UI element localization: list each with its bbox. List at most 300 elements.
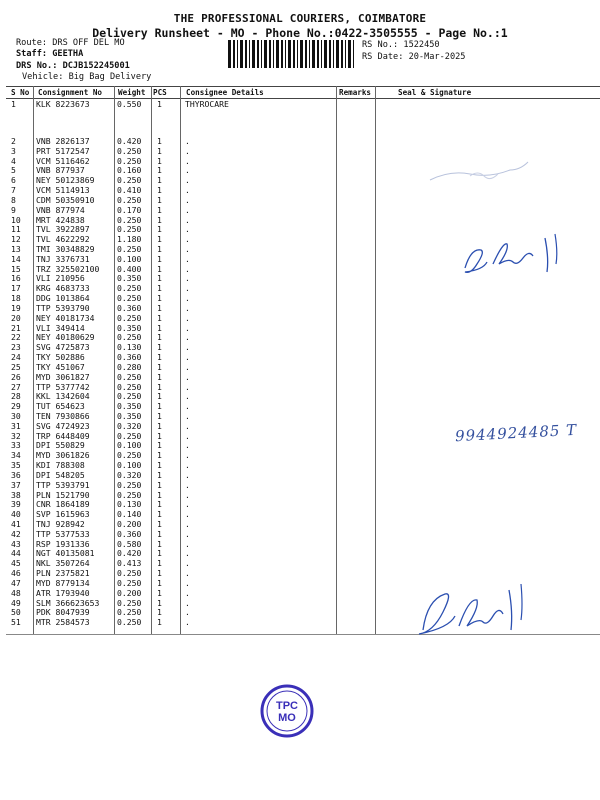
row-consignee: . <box>185 155 190 166</box>
row-consignment: TNJ 3376731 <box>36 253 90 264</box>
row-consignee: . <box>185 263 190 274</box>
row-weight: 0.410 <box>117 185 142 196</box>
vehicle-label: Vehicle: Big Bag Delivery <box>22 72 152 82</box>
row-sno: 31 <box>11 420 21 431</box>
row-consignment: MYD 8779134 <box>36 577 90 588</box>
row-consignee: . <box>185 244 190 255</box>
row-weight: 0.280 <box>117 361 142 372</box>
row-consignment: TNJ 928942 <box>36 518 85 529</box>
row-consignee: . <box>185 440 190 451</box>
row-pcs: 1 <box>157 469 162 480</box>
row-consignee: . <box>185 371 190 382</box>
table-row <box>0 343 600 353</box>
row-pcs: 1 <box>157 145 162 156</box>
row-pcs: 1 <box>157 607 162 618</box>
row-consignment: MYD 3061827 <box>36 371 90 382</box>
row-consignee: . <box>185 597 190 608</box>
table-top-rule <box>6 86 600 87</box>
row-weight: 0.580 <box>117 538 142 549</box>
table-row <box>0 412 600 422</box>
table-row <box>0 353 600 363</box>
table-row <box>0 461 600 471</box>
row-weight: 0.250 <box>117 244 142 255</box>
table-row <box>0 373 600 383</box>
barcode-bar <box>353 40 354 68</box>
barcode-bar <box>261 40 262 68</box>
faint-scribble-icon <box>410 150 550 210</box>
barcode-bar <box>276 40 279 68</box>
table-row <box>0 333 600 343</box>
table-row <box>0 216 600 226</box>
row-weight: 0.400 <box>117 263 142 274</box>
row-sno: 15 <box>11 263 21 274</box>
row-weight: 0.360 <box>117 302 142 313</box>
row-weight: 0.360 <box>117 352 142 363</box>
row-consignment: KKL 1342604 <box>36 391 90 402</box>
row-consignment: MTR 2584573 <box>36 617 90 628</box>
row-weight: 0.200 <box>117 518 142 529</box>
row-sno: 10 <box>11 214 21 225</box>
row-weight: 0.100 <box>117 440 142 451</box>
row-pcs: 1 <box>157 410 162 421</box>
row-pcs: 1 <box>157 430 162 441</box>
row-consignee: . <box>185 302 190 313</box>
row-sno: 28 <box>11 391 21 402</box>
row-pcs: 1 <box>157 597 162 608</box>
row-weight: 0.320 <box>117 420 142 431</box>
row-consignee: THYROCARE <box>185 99 229 109</box>
row-consignment: DPI 548205 <box>36 469 85 480</box>
row-sno: 30 <box>11 410 21 421</box>
col-header-remarks: Remarks <box>339 88 372 97</box>
row-sno: 23 <box>11 342 21 353</box>
row-weight: 0.350 <box>117 322 142 333</box>
row-consignment: NEY 50123869 <box>36 175 95 186</box>
barcode-bar <box>345 40 346 68</box>
barcode-bar <box>321 40 322 68</box>
row-consignment: TEN 7930866 <box>36 410 90 421</box>
row-consignee: . <box>185 460 190 471</box>
row-sno: 21 <box>11 322 21 333</box>
table-header-rule <box>6 98 600 99</box>
row-sno: 16 <box>11 273 21 284</box>
row-consignee: . <box>185 185 190 196</box>
row-weight: 0.413 <box>117 558 142 569</box>
col-header-pcs: PCS <box>153 88 167 97</box>
row-consignee: . <box>185 430 190 441</box>
row-consignment: MYD 3061826 <box>36 450 90 461</box>
row-sno: 40 <box>11 509 21 520</box>
barcode-bar <box>273 40 274 68</box>
row-consignment: TRZ 325502100 <box>36 263 100 274</box>
row-consignee: . <box>185 558 190 569</box>
row-consignment: TTP 5393791 <box>36 479 90 490</box>
row-sno: 8 <box>11 194 16 205</box>
row-weight: 0.250 <box>117 430 142 441</box>
row-pcs: 1 <box>157 352 162 363</box>
row-sno: 12 <box>11 234 21 245</box>
table-row <box>0 481 600 491</box>
row-consignee: . <box>185 509 190 520</box>
row-pcs: 1 <box>157 401 162 412</box>
row-weight: 0.250 <box>117 489 142 500</box>
row-consignee: . <box>185 165 190 176</box>
col-header-consignee: Consignee Details <box>186 88 264 97</box>
row-weight: 0.250 <box>117 577 142 588</box>
row-sno: 32 <box>11 430 21 441</box>
row-consignment: TUT 654623 <box>36 401 85 412</box>
table-row <box>0 314 600 324</box>
row-weight: 0.200 <box>117 587 142 598</box>
row-sno: 13 <box>11 244 21 255</box>
route-label: Route: DRS OFF DEL MO <box>16 38 125 48</box>
row-pcs: 1 <box>157 283 162 294</box>
row-sno: 19 <box>11 302 21 313</box>
row-pcs: 1 <box>157 185 162 196</box>
table-row <box>0 402 600 412</box>
row-pcs: 1 <box>157 371 162 382</box>
row-sno: 47 <box>11 577 21 588</box>
row-consignee: . <box>185 548 190 559</box>
row-pcs: 1 <box>157 361 162 372</box>
row-weight: 0.250 <box>117 145 142 156</box>
row-weight: 0.250 <box>117 371 142 382</box>
row-weight: 0.250 <box>117 293 142 304</box>
row-consignment: MRT 424838 <box>36 214 85 225</box>
row-pcs: 1 <box>157 440 162 451</box>
row-pcs: 1 <box>157 479 162 490</box>
row-consignee: . <box>185 332 190 343</box>
row-pcs: 1 <box>157 528 162 539</box>
col-header-seal: Seal & Signature <box>398 88 472 97</box>
row-consignment: TKY 502886 <box>36 352 85 363</box>
row-consignment: CNR 1864189 <box>36 499 90 510</box>
table-row <box>0 510 600 520</box>
row-consignee: . <box>185 361 190 372</box>
row-consignment: TTP 5393790 <box>36 302 90 313</box>
table-row <box>0 392 600 402</box>
signature-icon <box>405 570 555 650</box>
row-pcs: 1 <box>157 322 162 333</box>
row-consignment: VLI 210956 <box>36 273 85 284</box>
row-pcs: 1 <box>157 499 162 510</box>
row-consignee: . <box>185 528 190 539</box>
row-consignee: . <box>185 283 190 294</box>
row-consignment: TVL 4622292 <box>36 234 90 245</box>
row-consignee: . <box>185 145 190 156</box>
table-row <box>0 451 600 461</box>
barcode-bar <box>237 40 238 68</box>
row-consignee: . <box>185 518 190 529</box>
row-sno: 51 <box>11 617 21 628</box>
row-consignee: . <box>185 450 190 461</box>
col-header-consignment: Consignment No <box>38 88 103 97</box>
row-pcs: 1 <box>157 204 162 215</box>
row-pcs: 1 <box>157 136 162 146</box>
table-row <box>0 549 600 559</box>
row-consignment: NEY 40181734 <box>36 312 95 323</box>
row-sno: 7 <box>11 185 16 196</box>
barcode-bar <box>264 40 267 68</box>
table-row <box>0 383 600 393</box>
barcode-bar <box>305 40 307 68</box>
barcode-bar <box>269 40 271 68</box>
stamp-line-mo: MO <box>278 712 296 724</box>
row-consignment: TTP 5377533 <box>36 528 90 539</box>
row-weight: 0.100 <box>117 460 142 471</box>
row-sno: 33 <box>11 440 21 451</box>
row-consignment: RSP 1931336 <box>36 538 90 549</box>
row-sno: 1 <box>11 99 16 109</box>
row-weight: 0.250 <box>117 568 142 579</box>
stamp-line-tpc: TPC <box>276 700 298 712</box>
row-pcs: 1 <box>157 263 162 274</box>
row-weight: 0.250 <box>117 381 142 392</box>
runsheet-header-title: Delivery Runsheet - MO - Phone No.:0422-3505555 - Page No.:1 <box>92 26 508 40</box>
row-weight: 0.350 <box>117 273 142 284</box>
row-sno: 38 <box>11 489 21 500</box>
row-consignment: PDK 8047939 <box>36 607 90 618</box>
rs-number-label: RS No.: 1522450 <box>362 40 440 50</box>
row-consignment: KLK 8223673 <box>36 99 90 109</box>
row-sno: 43 <box>11 538 21 549</box>
row-pcs: 1 <box>157 302 162 313</box>
row-consignee: . <box>185 410 190 421</box>
row-consignee: . <box>185 499 190 510</box>
row-consignment: CDM 50350910 <box>36 194 95 205</box>
row-consignee: . <box>185 234 190 245</box>
row-consignee: . <box>185 293 190 304</box>
row-consignee: . <box>185 381 190 392</box>
row-pcs: 1 <box>157 450 162 461</box>
rs-date-label: RS Date: 20-Mar-2025 <box>362 52 466 62</box>
row-consignment: DPI 550829 <box>36 440 85 451</box>
row-sno: 5 <box>11 165 16 176</box>
barcode-bar <box>329 40 331 68</box>
row-sno: 9 <box>11 204 16 215</box>
row-consignee: . <box>185 175 190 186</box>
row-weight: 0.250 <box>117 617 142 628</box>
row-consignment: NEY 40180629 <box>36 332 95 343</box>
row-sno: 2 <box>11 136 16 146</box>
row-weight: 0.250 <box>117 332 142 343</box>
row-consignee: . <box>185 214 190 225</box>
row-sno: 25 <box>11 361 21 372</box>
row-consignment: VNB 877937 <box>36 165 85 176</box>
table-row <box>0 530 600 540</box>
row-pcs: 1 <box>157 381 162 392</box>
signature-icon <box>455 228 575 288</box>
row-pcs: 1 <box>157 420 162 431</box>
table-row <box>0 441 600 451</box>
row-sno: 45 <box>11 558 21 569</box>
row-sno: 3 <box>11 145 16 156</box>
row-pcs: 1 <box>157 253 162 264</box>
table-row <box>0 491 600 501</box>
row-sno: 6 <box>11 175 16 186</box>
row-weight: 0.360 <box>117 528 142 539</box>
row-consignment: PLN 2375821 <box>36 568 90 579</box>
row-consignee: . <box>185 224 190 235</box>
row-consignee: . <box>185 253 190 264</box>
row-pcs: 1 <box>157 548 162 559</box>
row-sno: 17 <box>11 283 21 294</box>
row-pcs: 1 <box>157 558 162 569</box>
row-pcs: 1 <box>157 293 162 304</box>
row-weight: 0.250 <box>117 175 142 186</box>
row-sno: 46 <box>11 568 21 579</box>
row-consignment: PRT 5172547 <box>36 145 90 156</box>
barcode-bar <box>300 40 303 68</box>
row-consignee: . <box>185 617 190 628</box>
row-pcs: 1 <box>157 155 162 166</box>
row-sno: 11 <box>11 224 21 235</box>
col-header-sno: S No <box>11 88 30 97</box>
row-weight: 0.550 <box>117 99 142 109</box>
row-pcs: 1 <box>157 538 162 549</box>
row-consignment: PLN 1521790 <box>36 489 90 500</box>
row-sno: 24 <box>11 352 21 363</box>
row-consignee: . <box>185 538 190 549</box>
row-pcs: 1 <box>157 175 162 186</box>
row-pcs: 1 <box>157 617 162 628</box>
row-weight: 0.250 <box>117 597 142 608</box>
row-consignee: . <box>185 273 190 284</box>
row-weight: 0.100 <box>117 253 142 264</box>
row-consignee: . <box>185 568 190 579</box>
row-sno: 27 <box>11 381 21 392</box>
runsheet-header-company: THE PROFESSIONAL COURIERS, COIMBATORE <box>173 12 427 25</box>
row-consignee: . <box>185 352 190 363</box>
row-pcs: 1 <box>157 332 162 343</box>
row-consignee: . <box>185 469 190 480</box>
row-pcs: 1 <box>157 391 162 402</box>
row-sno: 42 <box>11 528 21 539</box>
row-consignment: VNB 2826137 <box>36 136 90 146</box>
row-consignee: . <box>185 204 190 215</box>
row-consignment: KRG 4683733 <box>36 283 90 294</box>
row-consignment: NKL 3507264 <box>36 558 90 569</box>
row-consignment: ATR 1793940 <box>36 587 90 598</box>
barcode-bar <box>297 40 298 68</box>
row-pcs: 1 <box>157 273 162 284</box>
row-sno: 18 <box>11 293 21 304</box>
row-consignee: . <box>185 322 190 333</box>
table-row <box>0 471 600 481</box>
barcode-bar <box>252 40 255 68</box>
row-sno: 49 <box>11 597 21 608</box>
row-weight: 0.250 <box>117 155 142 166</box>
row-weight: 0.420 <box>117 548 142 559</box>
row-pcs: 1 <box>157 518 162 529</box>
row-consignment: NGT 40135081 <box>36 548 95 559</box>
row-pcs: 1 <box>157 194 162 205</box>
row-consignee: . <box>185 136 190 146</box>
row-consignment: TVL 3922897 <box>36 224 90 235</box>
row-consignment: SVG 4724923 <box>36 420 90 431</box>
row-sno: 50 <box>11 607 21 618</box>
row-weight: 0.250 <box>117 283 142 294</box>
barcode-bar <box>233 40 235 68</box>
row-pcs: 1 <box>157 234 162 245</box>
row-sno: 36 <box>11 469 21 480</box>
row-sno: 20 <box>11 312 21 323</box>
barcode-bar <box>285 40 286 68</box>
barcode-bar <box>228 40 231 68</box>
row-weight: 0.250 <box>117 391 142 402</box>
barcode-bar <box>312 40 315 68</box>
row-consignee: . <box>185 401 190 412</box>
row-consignment: SVG 4725873 <box>36 342 90 353</box>
row-weight: 0.350 <box>117 410 142 421</box>
table-row <box>0 363 600 373</box>
row-sno: 29 <box>11 401 21 412</box>
row-pcs: 1 <box>157 165 162 176</box>
row-consignment: TRP 6448409 <box>36 430 90 441</box>
staff-label: Staff: GEETHA <box>16 49 84 59</box>
row-pcs: 1 <box>157 244 162 255</box>
barcode-bar <box>288 40 291 68</box>
row-consignment: TKY 451067 <box>36 361 85 372</box>
table-row <box>0 520 600 530</box>
row-consignment: KDI 788308 <box>36 460 85 471</box>
tpc-stamp-icon <box>260 684 314 738</box>
barcode-bar <box>281 40 283 68</box>
row-weight: 1.180 <box>117 234 142 245</box>
col-header-weight: Weight <box>118 88 146 97</box>
row-consignee: . <box>185 607 190 618</box>
row-sno: 4 <box>11 155 16 166</box>
row-pcs: 1 <box>157 460 162 471</box>
barcode-bar <box>336 40 339 68</box>
row-weight: 0.250 <box>117 224 142 235</box>
row-sno: 41 <box>11 518 21 529</box>
row-weight: 0.250 <box>117 479 142 490</box>
row-weight: 0.250 <box>117 607 142 618</box>
row-consignment: VCM 5114913 <box>36 185 90 196</box>
barcode-bar <box>309 40 310 68</box>
barcode-bar <box>293 40 295 68</box>
row-pcs: 1 <box>157 224 162 235</box>
row-sno: 39 <box>11 499 21 510</box>
row-sno: 37 <box>11 479 21 490</box>
row-weight: 0.250 <box>117 312 142 323</box>
row-pcs: 1 <box>157 568 162 579</box>
row-pcs: 1 <box>157 587 162 598</box>
row-consignment: TMI 30348829 <box>36 244 95 255</box>
handwritten-phone-note: 9944924485 T <box>454 420 578 446</box>
row-pcs: 1 <box>157 99 162 109</box>
table-row <box>0 137 600 147</box>
barcode-bar <box>324 40 327 68</box>
barcode-bar <box>245 40 247 68</box>
barcode-bar <box>257 40 259 68</box>
table-row <box>0 294 600 304</box>
row-pcs: 1 <box>157 489 162 500</box>
row-weight: 0.250 <box>117 194 142 205</box>
row-sno: 26 <box>11 371 21 382</box>
row-sno: 48 <box>11 587 21 598</box>
row-consignee: . <box>185 420 190 431</box>
row-consignee: . <box>185 479 190 490</box>
barcode-bar <box>317 40 319 68</box>
row-pcs: 1 <box>157 214 162 225</box>
row-weight: 0.130 <box>117 342 142 353</box>
row-weight: 0.250 <box>117 214 142 225</box>
row-sno: 22 <box>11 332 21 343</box>
drs-number-label: DRS No.: DCJB152245001 <box>16 61 130 71</box>
row-pcs: 1 <box>157 509 162 520</box>
